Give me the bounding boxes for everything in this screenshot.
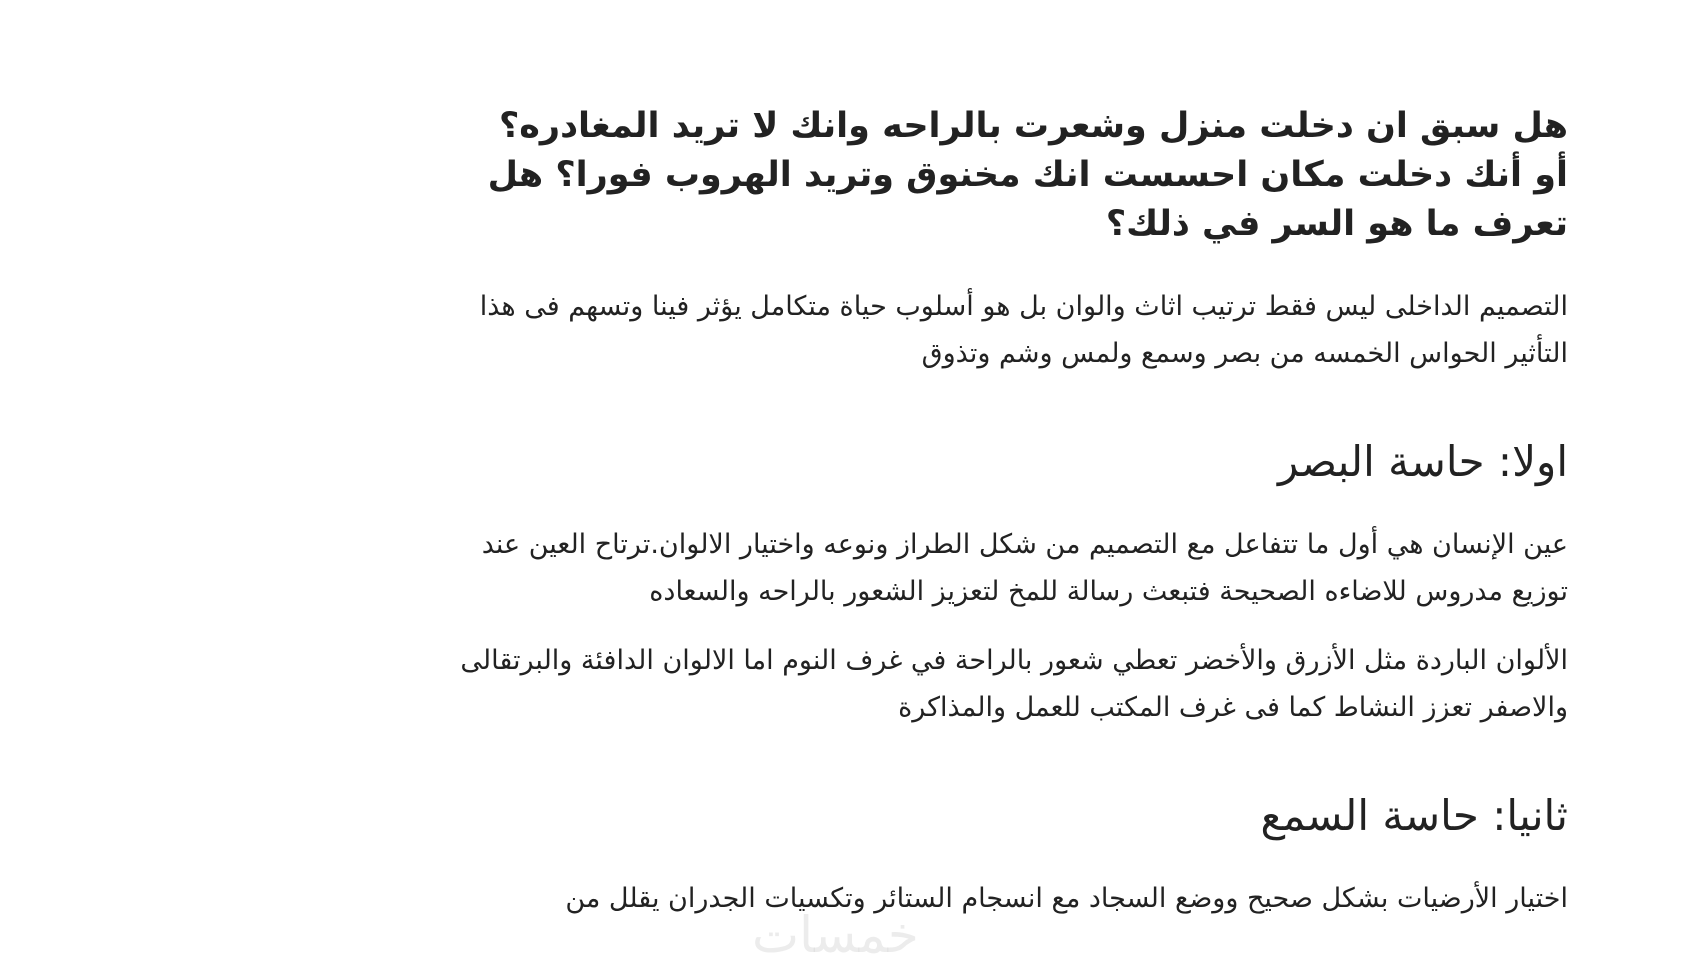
section-heading-sight: اولا: حاسة البصر (1278, 437, 1568, 486)
watermark-logo: خمسات (752, 906, 919, 964)
intro-paragraph: التصميم الداخلى ليس فقط ترتيب اثاث والوان بل هو أسلوب حياة متكامل يؤثر فينا وتسهم فى هذا التأثير الحواس الخمسه من بصر وسمع ولمس وشم وتذوق (479, 291, 1568, 369)
article (440, 102, 1568, 944)
intro-heading: هل سبق ان دخلت منزل وشعرت بالراحه وانك لا تريد المغادره؟ أو أنك دخلت مكان احسست انك مخنوق وتريد الهروب فورا؟ هل تعرف ما هو السر في ذلك؟ (487, 106, 1568, 244)
hearing-paragraph-1: اختيار الأرضيات بشكل صحيح ووضع السجاد مع انسجام الستائر وتكسيات الجدران يقلل من (565, 883, 1568, 914)
section-heading-hearing: ثانيا: حاسة السمع (1260, 791, 1568, 840)
sight-paragraph-2: الألوان الباردة مثل الأزرق والأخضر تعطي شعور بالراحة في غرف النوم اما الالوان الدافئة والبرتقالى والاصفر تعزز النشاط كما فى غرف المكتب للعمل والمذاكرة (460, 645, 1568, 723)
sight-paragraph-1: عين الإنسان هي أول ما تتفاعل مع التصميم من شكل الطراز ونوعه واختيار الالوان.ترتاح العين عند توزيع مدروس للاضاءه الصحيحة فتبعث رسالة للمخ لتعزيز الشعور بالراحه والسعاده (481, 529, 1568, 607)
